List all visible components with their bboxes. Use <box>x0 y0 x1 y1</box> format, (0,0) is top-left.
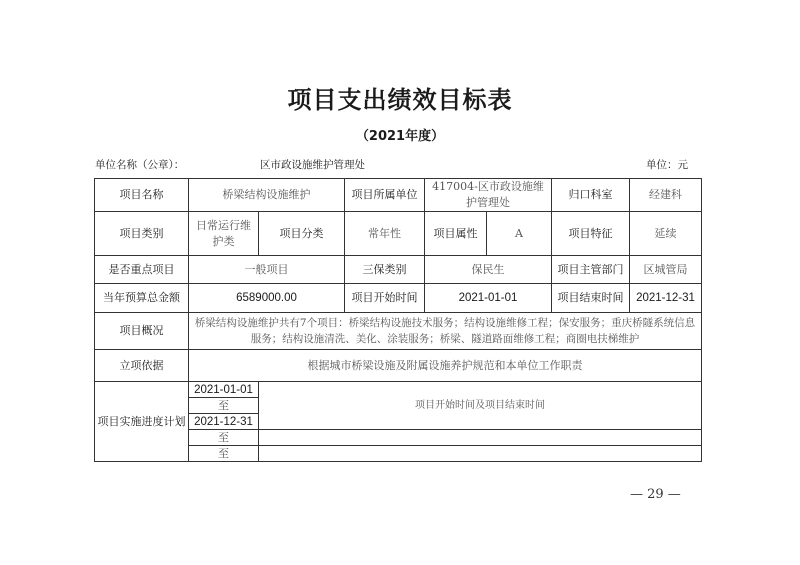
basis-label: 立项依据 <box>95 350 189 382</box>
fiscal-year: （2021年度） <box>355 129 445 144</box>
office-label: 归口科室 <box>552 179 630 212</box>
schedule-label: 项目实施进度计划 <box>95 382 189 462</box>
sanbao-value: 保民生 <box>425 256 552 284</box>
dept-value: 区城管局 <box>630 256 702 284</box>
class-value: 常年性 <box>345 212 425 256</box>
table-row <box>95 212 702 256</box>
class-label: 项目分类 <box>259 212 345 256</box>
table-row <box>95 284 702 313</box>
page-number: — 29 — <box>630 487 681 502</box>
budget-value: 6589000.00 <box>189 284 345 313</box>
project-name-value: 桥梁结构设施维护 <box>189 179 345 212</box>
start-time-value: 2021-01-01 <box>425 284 552 313</box>
budget-label: 当年预算总金额 <box>95 284 189 313</box>
schedule-desc: 项目开始时间及项目结束时间 <box>259 382 702 430</box>
feature-value: 延续 <box>630 212 702 256</box>
key-project-value: 一般项目 <box>189 256 345 284</box>
table-row <box>95 382 702 398</box>
unit-name-value: 区市政设施维护管理处 <box>260 159 365 171</box>
office-value: 经建科 <box>630 179 702 212</box>
category-label: 项目类别 <box>95 212 189 256</box>
dept-label: 项目主管部门 <box>552 256 630 284</box>
table-row <box>95 256 702 284</box>
empty-cell <box>259 446 702 462</box>
key-project-label: 是否重点项目 <box>95 256 189 284</box>
table-row <box>95 350 702 382</box>
feature-label: 项目特征 <box>552 212 630 256</box>
schedule-end: 2021-12-31 <box>189 414 259 430</box>
empty-cell <box>259 430 702 446</box>
project-name-label: 项目名称 <box>95 179 189 212</box>
table-row <box>95 179 702 212</box>
start-time-label: 项目开始时间 <box>345 284 425 313</box>
basis-value: 根据城市桥梁设施及附属设施养护规范和本单位工作职责 <box>189 350 702 382</box>
schedule-to: 至 <box>189 430 259 446</box>
schedule-to: 至 <box>189 446 259 462</box>
unit-name-label: 单位名称（公章）： <box>95 159 185 171</box>
attr-label: 项目属性 <box>425 212 487 256</box>
performance-table <box>94 178 702 462</box>
schedule-to: 至 <box>189 398 259 414</box>
overview-label: 项目概况 <box>95 313 189 350</box>
currency-unit: 单位：元 <box>646 159 688 171</box>
attr-value: A <box>487 212 552 256</box>
table-row <box>95 313 702 350</box>
page-title: 项目支出绩效目标表 <box>287 86 513 114</box>
schedule-start: 2021-01-01 <box>189 382 259 398</box>
owner-unit-value: 417004-区市政设施维护管理处 <box>425 179 552 212</box>
owner-unit-label: 项目所属单位 <box>345 179 425 212</box>
end-time-label: 项目结束时间 <box>552 284 630 313</box>
overview-value: 桥梁结构设施维护共有7个项目：桥梁结构设施技术服务；结构设施维修工程；保安服务；重庆桥隧系统信息服务；结构设施清洗、美化、涂装服务；桥梁、隧道路面维修工程；商圈电扶梯维护 <box>189 313 702 350</box>
sanbao-label: 三保类别 <box>345 256 425 284</box>
end-time-value: 2021-12-31 <box>630 284 702 313</box>
category-value: 日常运行维护类 <box>189 212 259 256</box>
